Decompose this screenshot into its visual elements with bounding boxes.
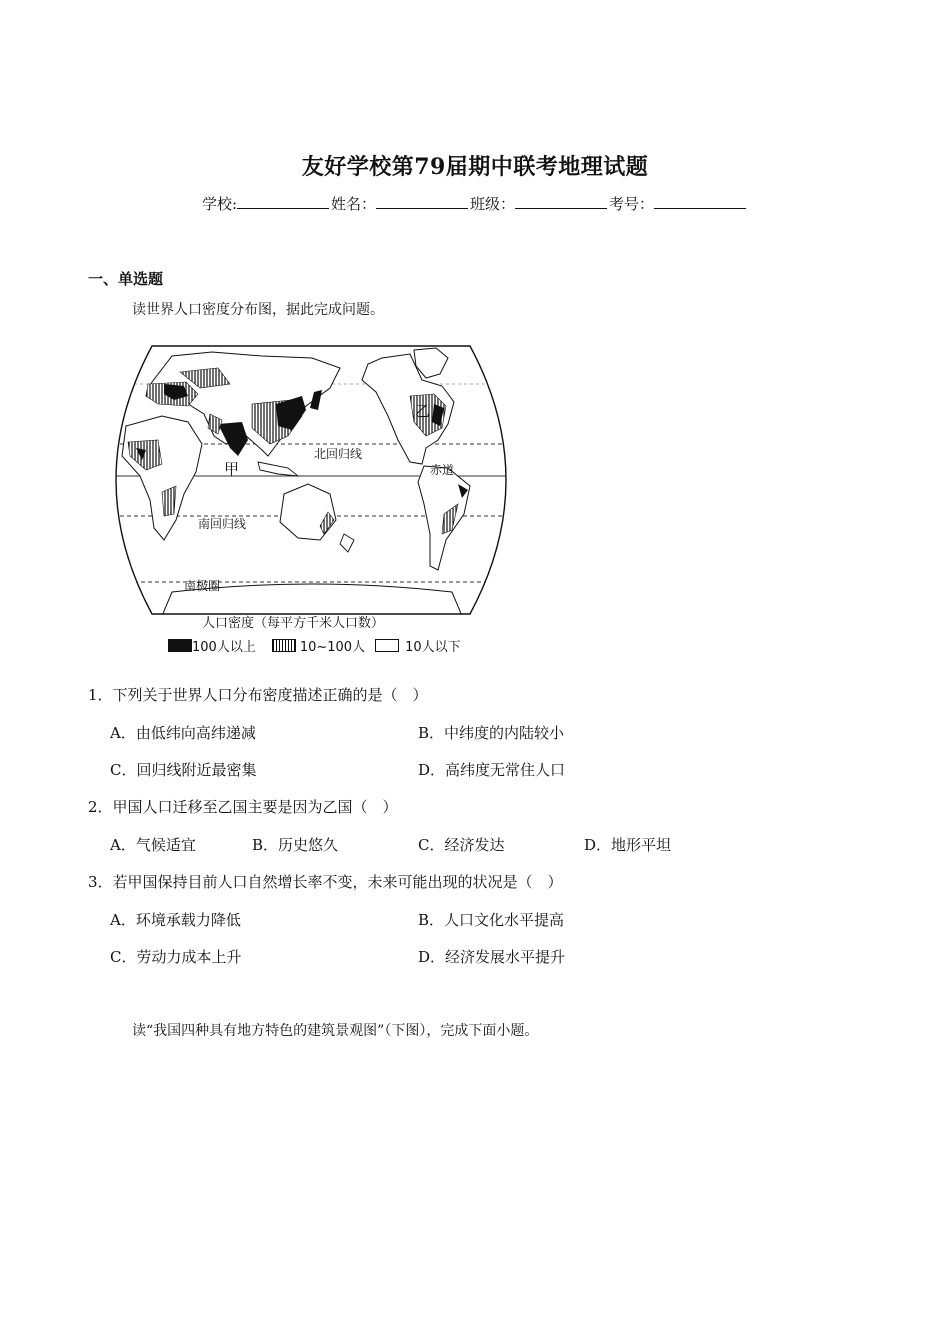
legend-high-density-label: 100人以上	[192, 640, 256, 655]
question-3-option-a[interactable]: A．环境承载力降低	[110, 911, 241, 929]
legend-title: 人口密度（每平方千米人口数）	[202, 616, 385, 631]
legend-high-density-swatch	[168, 639, 192, 652]
class-label: 班级：	[470, 195, 516, 213]
africa-shape	[122, 416, 202, 540]
legend-medium-density-swatch	[272, 639, 296, 652]
question-3-stem: 3．若甲国保持目前人口自然增长率不变，未来可能出现的状况是（ ）	[88, 873, 563, 891]
question-3-option-d[interactable]: D．经济发展水平提升	[418, 948, 566, 966]
tropic-north-label: 北回归线	[314, 447, 363, 461]
tropic-south-label: 南回归线	[198, 517, 247, 531]
exam-number-label: 考号：	[609, 195, 655, 213]
name-label: 姓名：	[331, 195, 377, 213]
question-3-option-c[interactable]: C．劳动力成本上升	[110, 948, 242, 966]
page-title: 友好学校第79届期中联考地理试题	[301, 154, 649, 180]
question-1-option-b[interactable]: B．中纬度的内陆较小	[418, 724, 565, 742]
student-info-fields	[0, 193, 950, 214]
legend-low-density-label: 10人以下	[405, 640, 461, 655]
name-blank[interactable]	[376, 194, 468, 209]
legend-medium-density-label: 10~100人	[299, 640, 366, 655]
question-1-stem: 1．下列关于世界人口分布密度描述正确的是（ ）	[88, 686, 428, 704]
equator-label: 赤道	[430, 463, 455, 477]
map-intro-text: 读世界人口密度分布图，据此完成问题。	[132, 302, 384, 318]
class-blank[interactable]	[515, 194, 607, 209]
country-jia-label: 甲	[224, 460, 240, 478]
question-1-option-a[interactable]: A．由低纬向高纬递减	[110, 724, 256, 742]
antarctic-circle-label: 南极圈	[184, 579, 221, 593]
legend-low-density-swatch	[375, 639, 399, 652]
question-2-option-b[interactable]: B．历史悠久	[252, 836, 339, 854]
school-label: 学校:	[201, 195, 237, 213]
question-2-option-c[interactable]: C．经济发达	[418, 836, 505, 854]
question-2-option-a[interactable]: A．气候适宜	[110, 836, 196, 854]
map-legend	[168, 612, 498, 656]
question-2-option-d[interactable]: D．地形平坦	[584, 836, 672, 854]
school-blank[interactable]	[237, 194, 329, 209]
exam-number-blank[interactable]	[654, 194, 746, 209]
building-intro-text: 读“我国四种具有地方特色的建筑景观图”（下图），完成下面小题。	[132, 1023, 539, 1039]
country-yi-label: 乙	[415, 402, 431, 420]
question-1-option-c[interactable]: C．回归线附近最密集	[110, 761, 257, 779]
question-3-option-b[interactable]: B．人口文化水平提高	[418, 911, 565, 929]
world-population-density-map	[92, 344, 530, 616]
question-1-option-d[interactable]: D．高纬度无常住人口	[418, 761, 566, 779]
section-heading: 一、单选题	[88, 270, 164, 288]
australia-shape	[280, 484, 336, 540]
question-2-stem: 2．甲国人口迁移至乙国主要是因为乙国（ ）	[88, 798, 398, 816]
